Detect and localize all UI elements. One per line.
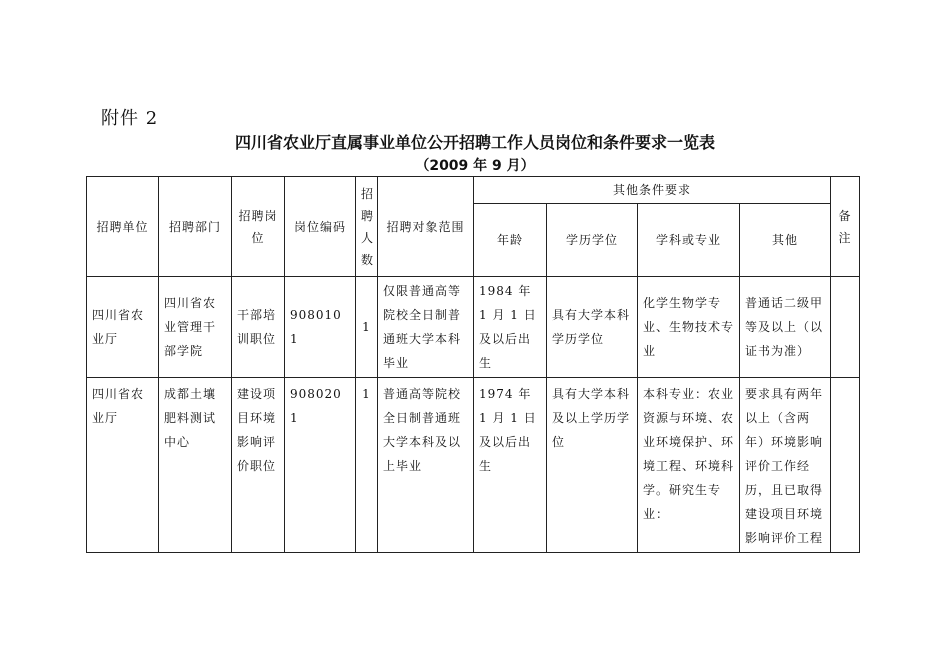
header-degree: 学历学位 bbox=[547, 204, 638, 277]
header-dept: 招聘部门 bbox=[159, 177, 232, 277]
attachment-label: 附件 2 bbox=[101, 108, 159, 129]
cell-remarks bbox=[831, 277, 860, 378]
header-remarks: 备注 bbox=[831, 177, 860, 277]
cell-scope: 普通高等院校全日制普通班大学本科及以上毕业 bbox=[378, 378, 474, 553]
cell-major: 化学生物学专业、生物技术专业 bbox=[638, 277, 740, 378]
cell-dept: 四川省农业管理干部学院 bbox=[159, 277, 232, 378]
header-position: 招聘岗位 bbox=[232, 177, 285, 277]
header-scope: 招聘对象范围 bbox=[378, 177, 474, 277]
header-major: 学科或专业 bbox=[638, 204, 740, 277]
cell-unit: 四川省农业厅 bbox=[87, 378, 159, 553]
cell-count: 1 bbox=[356, 277, 378, 378]
cell-other: 要求具有两年以上（含两年）环境影响评价工作经历，且已取得建设项目环境影响评价工程 bbox=[740, 378, 831, 553]
header-other: 其他 bbox=[740, 204, 831, 277]
cell-code: 9080201 bbox=[285, 378, 356, 553]
header-code: 岗位编码 bbox=[285, 177, 356, 277]
cell-count: 1 bbox=[356, 378, 378, 553]
header-age: 年龄 bbox=[474, 204, 547, 277]
cell-unit: 四川省农业厅 bbox=[87, 277, 159, 378]
recruitment-table bbox=[86, 176, 860, 553]
table-row bbox=[87, 277, 860, 378]
table-row bbox=[87, 378, 860, 553]
cell-scope: 仅限普通高等院校全日制普通班大学本科毕业 bbox=[378, 277, 474, 378]
cell-degree: 具有大学本科及以上学历学位 bbox=[547, 378, 638, 553]
cell-other: 普通话二级甲等及以上（以证书为准） bbox=[740, 277, 831, 378]
cell-position: 干部培训职位 bbox=[232, 277, 285, 378]
cell-age: 1974 年 1 月 1 日及以后出生 bbox=[474, 378, 547, 553]
document-title: 四川省农业厅直属事业单位公开招聘工作人员岗位和条件要求一览表 bbox=[234, 133, 715, 152]
cell-dept: 成都土壤肥料测试中心 bbox=[159, 378, 232, 553]
header-row-top bbox=[87, 177, 860, 204]
document-subtitle: （2009 年 9 月） bbox=[415, 158, 535, 174]
cell-remarks bbox=[831, 378, 860, 553]
cell-age: 1984 年 1 月 1 日及以后出生 bbox=[474, 277, 547, 378]
cell-position: 建设项目环境影响评价职位 bbox=[232, 378, 285, 553]
cell-degree: 具有大学本科学历学位 bbox=[547, 277, 638, 378]
cell-code: 9080101 bbox=[285, 277, 356, 378]
header-count: 招聘人数 bbox=[356, 177, 378, 277]
cell-major: 本科专业：农业资源与环境、农业环境保护、环境工程、环境科学。研究生专业： bbox=[638, 378, 740, 553]
header-unit: 招聘单位 bbox=[87, 177, 159, 277]
header-other-conditions: 其他条件要求 bbox=[474, 177, 831, 204]
